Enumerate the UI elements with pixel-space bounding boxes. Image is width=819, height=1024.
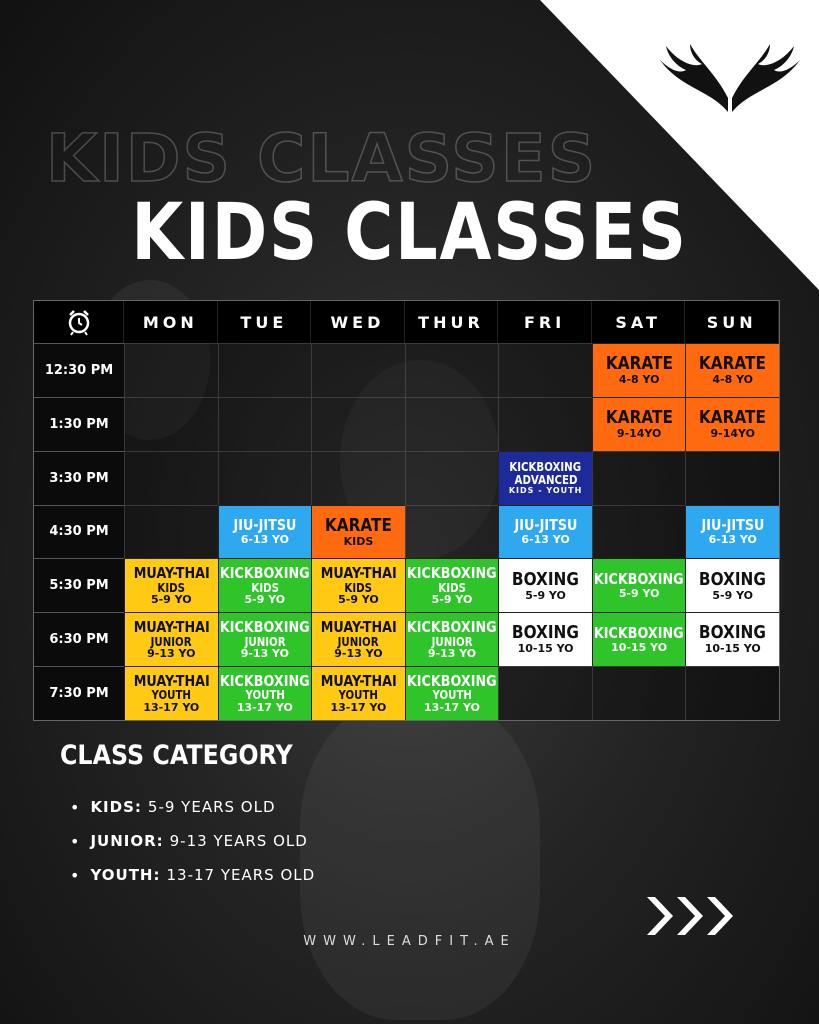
class-name: KARATE (605, 353, 673, 375)
class-cell (498, 558, 592, 612)
class-name: BOXING (512, 622, 580, 644)
class-age: 9-13 YO (147, 647, 196, 661)
class-name: JIU-JITSU (514, 516, 577, 535)
class-age: 13-17 YO (143, 700, 200, 714)
empty-slot (124, 343, 218, 397)
class-cell (218, 505, 312, 559)
class-cell (218, 612, 312, 666)
class-name: MUAY-THAI (320, 671, 397, 690)
time-label: 7:30 PM (34, 666, 124, 720)
class-cell (685, 612, 779, 666)
class-age: KIDS - YOUTH (508, 485, 583, 495)
class-age: 4-8 YO (712, 373, 754, 387)
class-age: 10-15 YO (517, 642, 574, 656)
class-name: KICKBOXING (220, 671, 310, 690)
empty-slot (311, 343, 405, 397)
class-level: YOUTH (338, 688, 379, 703)
class-level: YOUTH (432, 688, 472, 703)
empty-slot (685, 451, 779, 505)
wings-logo-icon (650, 40, 810, 120)
class-cell (311, 666, 405, 720)
class-age: KIDS (343, 534, 374, 548)
class-name: KICKBOXING (407, 671, 497, 690)
class-cell (685, 558, 779, 612)
empty-slot (405, 397, 499, 451)
class-age: 6-13 YO (521, 533, 570, 547)
day-header-thur: THUR (405, 301, 499, 343)
class-cell (685, 505, 779, 559)
class-name: BOXING (512, 568, 580, 590)
class-cell (124, 612, 218, 666)
class-level: YOUTH (245, 688, 285, 703)
class-age: 6-13 YO (708, 533, 757, 547)
page-title: KIDS CLASSES (131, 188, 688, 278)
class-cell (405, 612, 499, 666)
class-cell (498, 451, 592, 505)
class-age: 9-13 YO (334, 647, 383, 661)
class-name: KICKBOXING (220, 563, 310, 582)
ghost-title: KIDS CLASSES (46, 120, 598, 197)
website-url: WWW.LEADFIT.AE (303, 934, 516, 949)
category-item-kids: • KIDS: 5-9 YEARS OLD (70, 790, 315, 824)
class-name: KICKBOXING (594, 624, 684, 643)
empty-slot (592, 451, 686, 505)
class-name: MUAY-THAI (133, 617, 210, 636)
class-name: KARATE (324, 514, 392, 536)
class-name: KARATE (699, 353, 767, 375)
class-name: MUAY-THAI (320, 617, 397, 636)
class-age: 13-17 YO (236, 700, 293, 714)
empty-slot (124, 451, 218, 505)
class-age: 5-9 YO (712, 588, 754, 602)
class-cell (311, 558, 405, 612)
class-name: KICKBOXING (509, 460, 582, 475)
class-age: 9-13 YO (240, 647, 289, 661)
time-label: 1:30 PM (34, 397, 124, 451)
class-age: 5-9 YO (525, 588, 566, 602)
class-age: 5-9 YO (618, 586, 660, 600)
class-name: KICKBOXING (220, 617, 310, 636)
category-list (70, 790, 315, 892)
class-age: 6-13 YO (240, 533, 289, 547)
class-name: KARATE (699, 407, 767, 429)
class-name: BOXING (699, 568, 767, 590)
class-cell (685, 397, 779, 451)
empty-slot (218, 397, 312, 451)
empty-slot (685, 666, 779, 720)
empty-slot (124, 505, 218, 559)
class-level: ADVANCED (514, 472, 578, 487)
schedule-table (33, 300, 780, 721)
class-cell (124, 558, 218, 612)
class-age: 13-17 YO (424, 700, 480, 714)
day-header-sat: SAT (592, 301, 686, 343)
empty-slot (311, 397, 405, 451)
time-label: 12:30 PM (34, 343, 124, 397)
class-cell (592, 343, 686, 397)
class-age: 5-9 YO (244, 593, 286, 607)
empty-slot (592, 666, 686, 720)
class-age: 9-13 YO (427, 647, 477, 661)
class-age: 9-14YO (616, 426, 662, 440)
time-label: 4:30 PM (34, 505, 124, 559)
class-name: KICKBOXING (407, 617, 497, 636)
empty-slot (498, 397, 592, 451)
class-name: BOXING (699, 622, 767, 644)
empty-slot (405, 451, 499, 505)
empty-slot (124, 397, 218, 451)
class-name: MUAY-THAI (320, 563, 397, 582)
empty-slot (405, 343, 499, 397)
class-cell (592, 612, 686, 666)
class-name: MUAY-THAI (133, 671, 210, 690)
empty-slot (498, 343, 592, 397)
category-title: CLASS CATEGORY (60, 740, 293, 771)
class-cell (592, 558, 686, 612)
alarm-clock-icon (65, 308, 93, 336)
class-level: KIDS (344, 580, 373, 595)
class-name: JIU-JITSU (233, 516, 297, 535)
empty-slot (498, 666, 592, 720)
class-age: 10-15 YO (611, 640, 668, 654)
class-name: KICKBOXING (407, 563, 497, 582)
empty-slot (592, 505, 686, 559)
time-label: 6:30 PM (34, 612, 124, 666)
class-age: 5-9 YO (431, 593, 473, 607)
class-cell (218, 666, 312, 720)
category-item-youth: • YOUTH: 13-17 YEARS OLD (70, 858, 315, 892)
day-header-fri: FRI (498, 301, 592, 343)
class-age: 5-9 YO (150, 593, 192, 607)
empty-slot (405, 505, 499, 559)
class-level: JUNIOR (150, 634, 192, 649)
class-cell (498, 612, 592, 666)
class-level: YOUTH (151, 688, 192, 703)
class-cell (405, 666, 499, 720)
class-cell (218, 558, 312, 612)
empty-slot (311, 451, 405, 505)
class-cell (405, 558, 499, 612)
empty-slot (218, 343, 312, 397)
class-cell (311, 505, 405, 559)
empty-slot (218, 451, 312, 505)
time-label: 3:30 PM (34, 451, 124, 505)
class-cell (592, 397, 686, 451)
class-cell (498, 505, 592, 559)
class-cell (124, 666, 218, 720)
day-header-wed: WED (311, 301, 405, 343)
class-age: 10-15 YO (704, 642, 761, 656)
class-age: 5-9 YO (338, 593, 379, 607)
day-header-tue: TUE (218, 301, 312, 343)
class-level: KIDS (157, 580, 186, 595)
class-age: 9-14YO (710, 426, 755, 440)
time-label: 5:30 PM (34, 558, 124, 612)
class-level: JUNIOR (337, 634, 379, 649)
class-name: MUAY-THAI (133, 563, 210, 582)
class-name: KARATE (605, 407, 673, 429)
class-age: 4-8 YO (618, 373, 660, 387)
day-header-mon: MON (124, 301, 218, 343)
class-cell (685, 343, 779, 397)
class-level: KIDS (438, 580, 466, 595)
class-name: JIU-JITSU (701, 516, 765, 535)
day-header-sun: SUN (685, 301, 779, 343)
category-item-junior: • JUNIOR: 9-13 YEARS OLD (70, 824, 315, 858)
class-age: 13-17 YO (330, 700, 387, 714)
class-name: KICKBOXING (594, 570, 684, 589)
class-cell (311, 612, 405, 666)
background-photo-figure (300, 700, 540, 1020)
class-level: JUNIOR (431, 634, 473, 649)
class-level: KIDS (251, 580, 279, 595)
clock-header (34, 301, 124, 343)
triple-chevron-right-icon (645, 893, 739, 939)
class-level: JUNIOR (244, 634, 286, 649)
